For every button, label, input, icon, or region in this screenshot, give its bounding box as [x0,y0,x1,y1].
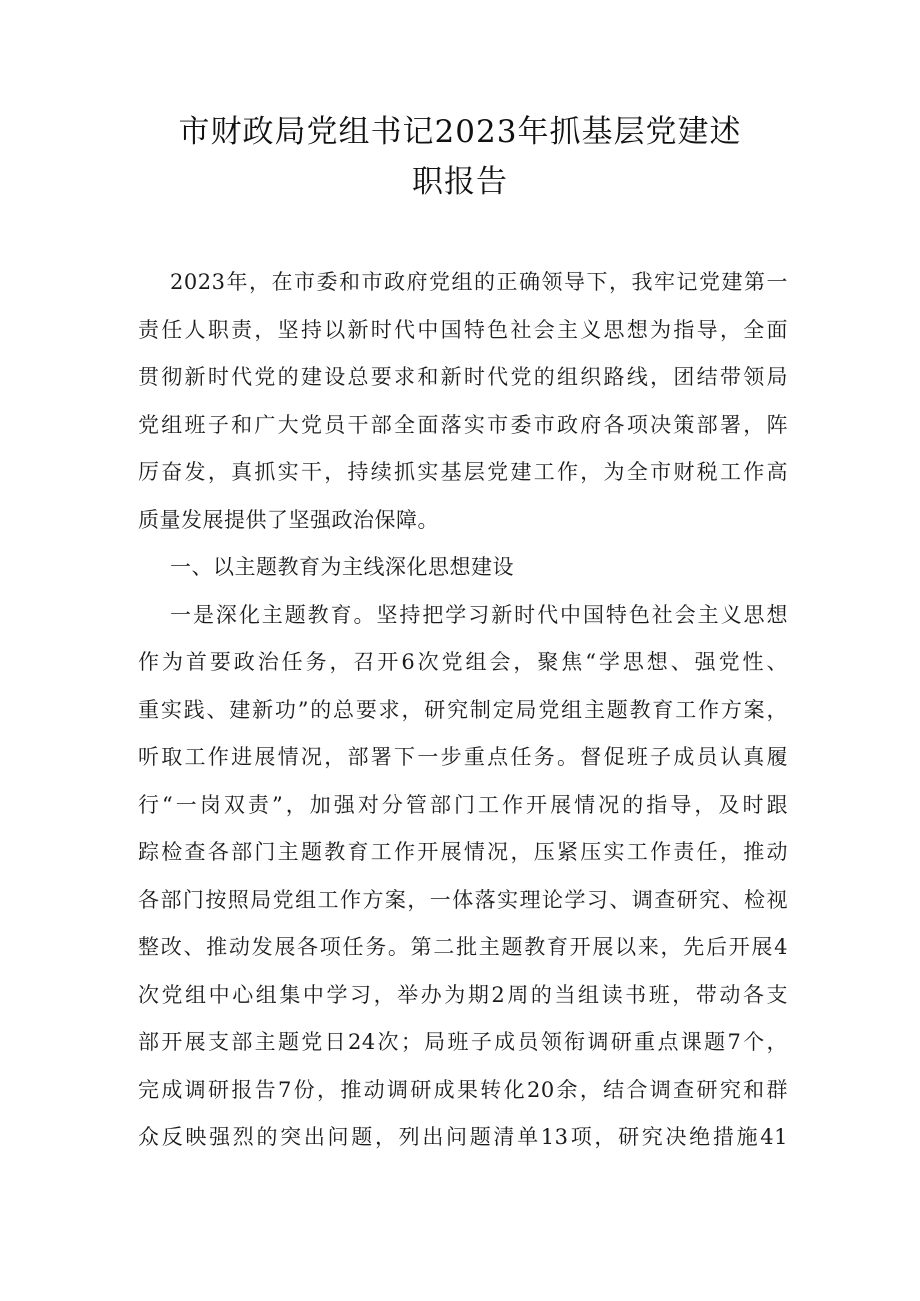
section-paragraph-line: 次党组中心组集中学习，举办为期2周的当组读书班，带动各支 [138,982,788,1007]
document-title-line-1: 市财政局党组书记2023年抓基层党建述 [178,114,742,150]
document-body [138,259,788,1162]
section-paragraph-line: 一是深化主题教育。坚持把学习新时代中国特色社会主义思想 [170,602,788,627]
document-title-line-2: 职报告 [412,164,508,200]
intro-paragraph-line: 党组班子和广大党员干部全面落实市委市政府各项决策部署，阵 [138,412,788,437]
section-paragraph-line: 行“一岗双责”，加强对分管部门工作开展情况的指导，及时跟 [138,792,788,817]
intro-paragraph-line: 厉奋发，真抓实干，持续抓实基层党建工作，为全市财税工作高 [138,460,788,484]
section-paragraph-line: 众反映强烈的突出问题，列出问题清单13项，研究决绝措施41 [138,1125,788,1149]
intro-paragraph-line: 2023年，在市委和市政府党组的正确领导下，我牢记党建第一 [170,270,788,294]
intro-paragraph-line: 质量发展提供了坚强政治保障。 [138,507,439,532]
section-paragraph-line: 完成调研报告7份，推动调研成果转化20余，结合调查研究和群 [138,1077,788,1102]
section-paragraph-line: 作为首要政治任务，召开6次党组会，聚焦“学思想、强党性、 [138,650,788,674]
section-heading: 一、以主题教育为主线深化思想建设 [170,555,514,579]
section-paragraph-line: 重实践、建新功”的总要求，研究制定局党组主题教育工作方案， [138,697,788,722]
section-paragraph-line: 整改、推动发展各项任务。第二批主题教育开展以来，先后开展4 [138,935,788,959]
section-paragraph-line: 部开展支部主题党日24次；局班子成员领衔调研重点课题7个， [138,1030,788,1054]
section-paragraph-line: 各部门按照局党组工作方案，一体落实理论学习、调查研究、检视 [138,887,788,912]
section-paragraph-line: 听取工作进展情况，部署下一步重点任务。督促班子成员认真履 [138,745,788,769]
intro-paragraph-line: 责任人职责，坚持以新时代中国特色社会主义思想为指导，全面 [138,317,788,342]
section-paragraph-line: 踪检查各部门主题教育工作开展情况，压紧压实工作责任，推动 [138,840,788,864]
intro-paragraph-line: 贯彻新时代党的建设总要求和新时代党的组织路线，团结带领局 [138,365,788,389]
